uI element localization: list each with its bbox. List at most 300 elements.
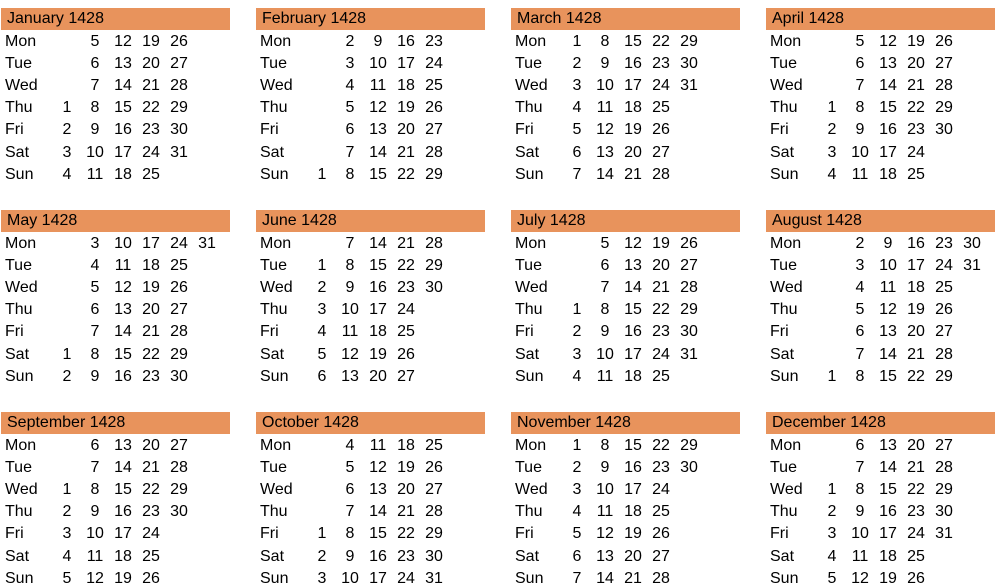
date-cell: 28	[935, 77, 953, 95]
day-row	[256, 164, 485, 186]
weekday-label: Tue	[770, 257, 797, 275]
date-cell: 22	[907, 481, 925, 499]
date-cell: 23	[652, 323, 670, 341]
date-cell: 19	[624, 121, 642, 139]
month-block	[256, 412, 485, 584]
date-cell: 1	[62, 345, 72, 363]
weekday-label: Fri	[260, 121, 279, 139]
date-cell: 30	[680, 459, 698, 477]
weekday-label: Mon	[260, 235, 292, 253]
month-rows	[1, 30, 230, 186]
date-cell: 6	[90, 301, 100, 319]
date-cell: 12	[596, 525, 614, 543]
date-cell: 27	[935, 55, 953, 73]
weekday-label: Wed	[260, 481, 293, 499]
date-cell: 20	[652, 257, 670, 275]
date-cell: 22	[907, 367, 925, 385]
day-row	[511, 233, 740, 255]
date-cell: 21	[142, 323, 160, 341]
date-cell: 11	[851, 547, 869, 565]
month-header-bar	[511, 8, 740, 30]
date-cell: 25	[652, 99, 670, 117]
date-cell: 26	[652, 525, 670, 543]
month-rows	[766, 30, 995, 186]
date-cell: 17	[624, 345, 642, 363]
day-row	[256, 53, 485, 75]
date-cell: 8	[855, 481, 865, 499]
date-cell: 4	[827, 547, 837, 565]
date-cell: 15	[624, 33, 642, 51]
weekday-label: Sat	[515, 345, 540, 363]
date-cell: 12	[114, 33, 132, 51]
date-cell: 20	[142, 301, 160, 319]
date-cell: 13	[341, 367, 359, 385]
date-cell: 16	[369, 279, 387, 297]
date-cell: 26	[680, 235, 698, 253]
date-cell: 2	[572, 459, 582, 477]
date-cell: 9	[855, 121, 865, 139]
day-row	[256, 299, 485, 321]
month-block	[1, 412, 230, 584]
day-row	[766, 321, 995, 343]
date-cell: 23	[142, 121, 160, 139]
date-cell: 28	[170, 323, 188, 341]
weekday-label: Sat	[5, 547, 30, 565]
day-row	[511, 545, 740, 567]
date-cell: 8	[600, 437, 610, 455]
weekday-label: Mon	[770, 235, 802, 253]
date-cell: 18	[624, 367, 642, 385]
weekday-label: Thu	[5, 503, 33, 521]
weekday-label: Fri	[770, 323, 789, 341]
date-cell: 15	[879, 481, 897, 499]
month-title: September 1428	[7, 414, 126, 431]
day-row	[1, 141, 230, 163]
day-row	[766, 523, 995, 545]
date-cell: 23	[652, 459, 670, 477]
date-cell: 14	[624, 279, 642, 297]
date-cell: 3	[572, 345, 582, 363]
date-cell: 28	[935, 345, 953, 363]
date-cell: 29	[935, 367, 953, 385]
date-cell: 29	[680, 437, 698, 455]
month-header-bar	[766, 210, 995, 232]
date-cell: 18	[397, 437, 415, 455]
day-row	[1, 255, 230, 277]
month-block	[766, 8, 995, 186]
month-block	[1, 210, 230, 388]
weekday-label: Sat	[5, 345, 30, 363]
date-cell: 12	[86, 569, 104, 584]
day-row	[256, 501, 485, 523]
day-row	[1, 343, 230, 365]
day-row	[766, 568, 995, 584]
date-cell: 3	[317, 301, 327, 319]
weekday-label: Tue	[260, 257, 287, 275]
date-cell: 31	[963, 257, 981, 275]
date-cell: 30	[425, 279, 443, 297]
date-cell: 3	[90, 235, 100, 253]
day-row	[256, 255, 485, 277]
day-row	[1, 479, 230, 501]
month-header-bar	[766, 8, 995, 30]
day-row	[1, 164, 230, 186]
date-cell: 10	[86, 525, 104, 543]
date-cell: 26	[142, 569, 160, 584]
month-header-bar	[1, 412, 230, 434]
date-cell: 7	[600, 279, 610, 297]
date-cell: 24	[142, 143, 160, 161]
weekday-label: Sat	[5, 143, 30, 161]
date-cell: 12	[369, 99, 387, 117]
date-cell: 22	[142, 99, 160, 117]
date-cell: 26	[652, 121, 670, 139]
weekday-label: Sat	[260, 143, 285, 161]
date-cell: 19	[907, 33, 925, 51]
month-rows	[511, 30, 740, 186]
date-cell: 28	[652, 569, 670, 584]
date-cell: 9	[345, 279, 355, 297]
date-cell: 1	[827, 481, 837, 499]
date-cell: 21	[652, 279, 670, 297]
weekday-label: Thu	[5, 99, 33, 117]
day-row	[256, 277, 485, 299]
date-cell: 14	[369, 143, 387, 161]
date-cell: 19	[142, 33, 160, 51]
weekday-label: Thu	[770, 99, 798, 117]
date-cell: 8	[855, 99, 865, 117]
day-row	[511, 53, 740, 75]
date-cell: 22	[397, 165, 415, 183]
weekday-label: Tue	[5, 257, 32, 275]
month-rows	[1, 232, 230, 388]
day-row	[256, 141, 485, 163]
date-cell: 31	[170, 143, 188, 161]
date-cell: 26	[170, 279, 188, 297]
date-cell: 4	[317, 323, 327, 341]
day-row	[511, 479, 740, 501]
day-row	[766, 457, 995, 479]
date-cell: 21	[907, 77, 925, 95]
date-cell: 1	[317, 257, 327, 275]
month-header-bar	[1, 8, 230, 30]
date-cell: 11	[596, 367, 614, 385]
date-cell: 23	[935, 235, 953, 253]
date-cell: 10	[369, 55, 387, 73]
day-row	[766, 255, 995, 277]
weekday-label: Tue	[515, 257, 542, 275]
day-row	[511, 277, 740, 299]
date-cell: 3	[827, 525, 837, 543]
day-row	[256, 343, 485, 365]
date-cell: 17	[369, 301, 387, 319]
date-cell: 9	[373, 33, 383, 51]
weekday-label: Tue	[770, 55, 797, 73]
date-cell: 19	[114, 569, 132, 584]
day-row	[511, 366, 740, 388]
date-cell: 24	[907, 525, 925, 543]
date-cell: 4	[345, 77, 355, 95]
date-cell: 25	[907, 165, 925, 183]
date-cell: 5	[855, 301, 865, 319]
date-cell: 14	[596, 569, 614, 584]
date-cell: 6	[345, 121, 355, 139]
date-cell: 14	[114, 459, 132, 477]
date-cell: 31	[680, 345, 698, 363]
month-title: March 1428	[517, 10, 602, 27]
day-row	[1, 31, 230, 53]
date-cell: 22	[142, 345, 160, 363]
weekday-label: Fri	[770, 121, 789, 139]
date-cell: 3	[855, 257, 865, 275]
date-cell: 18	[397, 77, 415, 95]
date-cell: 6	[855, 323, 865, 341]
month-rows	[511, 232, 740, 388]
date-cell: 19	[397, 99, 415, 117]
date-cell: 28	[680, 279, 698, 297]
date-cell: 18	[369, 323, 387, 341]
date-cell: 7	[345, 235, 355, 253]
date-cell: 21	[142, 459, 160, 477]
date-cell: 27	[170, 437, 188, 455]
date-cell: 11	[369, 77, 387, 95]
date-cell: 4	[90, 257, 100, 275]
weekday-label: Sun	[260, 165, 289, 183]
day-row	[511, 435, 740, 457]
date-cell: 15	[114, 345, 132, 363]
day-row	[766, 343, 995, 365]
weekday-label: Wed	[770, 77, 803, 95]
date-cell: 13	[879, 55, 897, 73]
date-cell: 7	[855, 345, 865, 363]
date-cell: 29	[170, 345, 188, 363]
date-cell: 2	[317, 547, 327, 565]
weekday-label: Tue	[515, 459, 542, 477]
weekday-label: Thu	[515, 503, 543, 521]
day-row	[1, 321, 230, 343]
date-cell: 12	[851, 569, 869, 584]
date-cell: 22	[397, 525, 415, 543]
day-row	[766, 277, 995, 299]
date-cell: 1	[317, 525, 327, 543]
date-cell: 7	[90, 77, 100, 95]
date-cell: 2	[572, 55, 582, 73]
month-block	[256, 210, 485, 388]
date-cell: 30	[170, 121, 188, 139]
date-cell: 8	[600, 301, 610, 319]
day-row	[1, 366, 230, 388]
date-cell: 31	[935, 525, 953, 543]
date-cell: 18	[114, 547, 132, 565]
month-block	[766, 210, 995, 388]
day-row	[256, 75, 485, 97]
date-cell: 28	[935, 459, 953, 477]
month-title: August 1428	[772, 212, 862, 229]
date-cell: 14	[879, 459, 897, 477]
date-cell: 5	[62, 569, 72, 584]
date-cell: 12	[879, 33, 897, 51]
date-cell: 24	[652, 345, 670, 363]
date-cell: 2	[62, 503, 72, 521]
date-cell: 20	[142, 437, 160, 455]
date-cell: 17	[114, 143, 132, 161]
date-cell: 2	[345, 33, 355, 51]
date-cell: 13	[114, 55, 132, 73]
date-cell: 8	[855, 367, 865, 385]
day-row	[511, 568, 740, 584]
date-cell: 17	[879, 143, 897, 161]
day-row	[766, 501, 995, 523]
day-row	[1, 299, 230, 321]
date-cell: 1	[827, 367, 837, 385]
month-header-bar	[256, 210, 485, 232]
date-cell: 16	[369, 547, 387, 565]
month-title: January 1428	[7, 10, 104, 27]
date-cell: 4	[855, 279, 865, 297]
date-cell: 17	[624, 77, 642, 95]
date-cell: 2	[827, 503, 837, 521]
month-title: November 1428	[517, 414, 631, 431]
weekday-label: Fri	[5, 121, 24, 139]
date-cell: 11	[596, 503, 614, 521]
weekday-label: Fri	[515, 121, 534, 139]
date-cell: 10	[114, 235, 132, 253]
date-cell: 27	[425, 481, 443, 499]
date-cell: 12	[879, 301, 897, 319]
date-cell: 16	[114, 367, 132, 385]
date-cell: 26	[397, 345, 415, 363]
weekday-label: Sun	[5, 367, 34, 385]
date-cell: 19	[142, 279, 160, 297]
date-cell: 11	[114, 257, 132, 275]
date-cell: 25	[652, 503, 670, 521]
weekday-label: Tue	[5, 459, 32, 477]
date-cell: 13	[596, 143, 614, 161]
date-cell: 21	[397, 235, 415, 253]
date-cell: 8	[345, 525, 355, 543]
date-cell: 28	[425, 235, 443, 253]
date-cell: 25	[652, 367, 670, 385]
date-cell: 25	[425, 437, 443, 455]
date-cell: 28	[170, 459, 188, 477]
weekday-label: Mon	[770, 437, 802, 455]
date-cell: 15	[879, 99, 897, 117]
date-cell: 17	[369, 569, 387, 584]
date-cell: 2	[855, 235, 865, 253]
date-cell: 9	[90, 503, 100, 521]
weekday-label: Sat	[770, 345, 795, 363]
day-row	[766, 479, 995, 501]
date-cell: 31	[425, 569, 443, 584]
date-cell: 3	[827, 143, 837, 161]
day-row	[511, 119, 740, 141]
weekday-label: Sun	[5, 569, 34, 584]
day-row	[766, 435, 995, 457]
date-cell: 17	[907, 257, 925, 275]
date-cell: 14	[369, 235, 387, 253]
date-cell: 12	[114, 279, 132, 297]
date-cell: 14	[879, 77, 897, 95]
date-cell: 24	[397, 569, 415, 584]
date-cell: 20	[397, 121, 415, 139]
day-row	[256, 31, 485, 53]
date-cell: 16	[114, 503, 132, 521]
date-cell: 5	[90, 279, 100, 297]
month-rows	[766, 232, 995, 388]
day-row	[511, 343, 740, 365]
date-cell: 30	[170, 503, 188, 521]
date-cell: 29	[425, 525, 443, 543]
date-cell: 10	[596, 345, 614, 363]
date-cell: 23	[397, 279, 415, 297]
date-cell: 13	[879, 437, 897, 455]
weekday-label: Mon	[260, 437, 292, 455]
date-cell: 4	[62, 547, 72, 565]
date-cell: 4	[345, 437, 355, 455]
day-row	[1, 523, 230, 545]
weekday-label: Sat	[260, 547, 285, 565]
day-row	[1, 545, 230, 567]
date-cell: 28	[652, 165, 670, 183]
weekday-label: Thu	[260, 99, 288, 117]
date-cell: 19	[652, 235, 670, 253]
weekday-label: Tue	[260, 459, 287, 477]
weekday-label: Mon	[515, 33, 547, 51]
date-cell: 7	[572, 165, 582, 183]
date-cell: 22	[907, 99, 925, 117]
date-cell: 6	[572, 547, 582, 565]
month-rows	[511, 434, 740, 584]
date-cell: 10	[851, 525, 869, 543]
date-cell: 1	[62, 99, 72, 117]
date-cell: 11	[341, 323, 359, 341]
date-cell: 1	[317, 165, 327, 183]
month-rows	[1, 434, 230, 584]
day-row	[256, 435, 485, 457]
date-cell: 8	[345, 165, 355, 183]
month-title: July 1428	[517, 212, 586, 229]
date-cell: 21	[142, 77, 160, 95]
date-cell: 15	[369, 165, 387, 183]
weekday-label: Sat	[260, 345, 285, 363]
date-cell: 15	[369, 257, 387, 275]
date-cell: 19	[879, 569, 897, 584]
date-cell: 9	[90, 367, 100, 385]
weekday-label: Thu	[260, 301, 288, 319]
date-cell: 9	[345, 547, 355, 565]
date-cell: 13	[369, 481, 387, 499]
date-cell: 19	[397, 459, 415, 477]
date-cell: 24	[425, 55, 443, 73]
month-block	[766, 412, 995, 584]
date-cell: 29	[170, 481, 188, 499]
date-cell: 1	[62, 481, 72, 499]
day-row	[256, 545, 485, 567]
date-cell: 21	[624, 569, 642, 584]
date-cell: 7	[90, 323, 100, 341]
date-cell: 23	[142, 503, 160, 521]
weekday-label: Fri	[260, 525, 279, 543]
date-cell: 6	[572, 143, 582, 161]
date-cell: 20	[907, 323, 925, 341]
date-cell: 18	[879, 165, 897, 183]
weekday-label: Mon	[515, 235, 547, 253]
date-cell: 29	[935, 99, 953, 117]
day-row	[766, 119, 995, 141]
weekday-label: Tue	[770, 459, 797, 477]
date-cell: 15	[114, 99, 132, 117]
day-row	[256, 457, 485, 479]
